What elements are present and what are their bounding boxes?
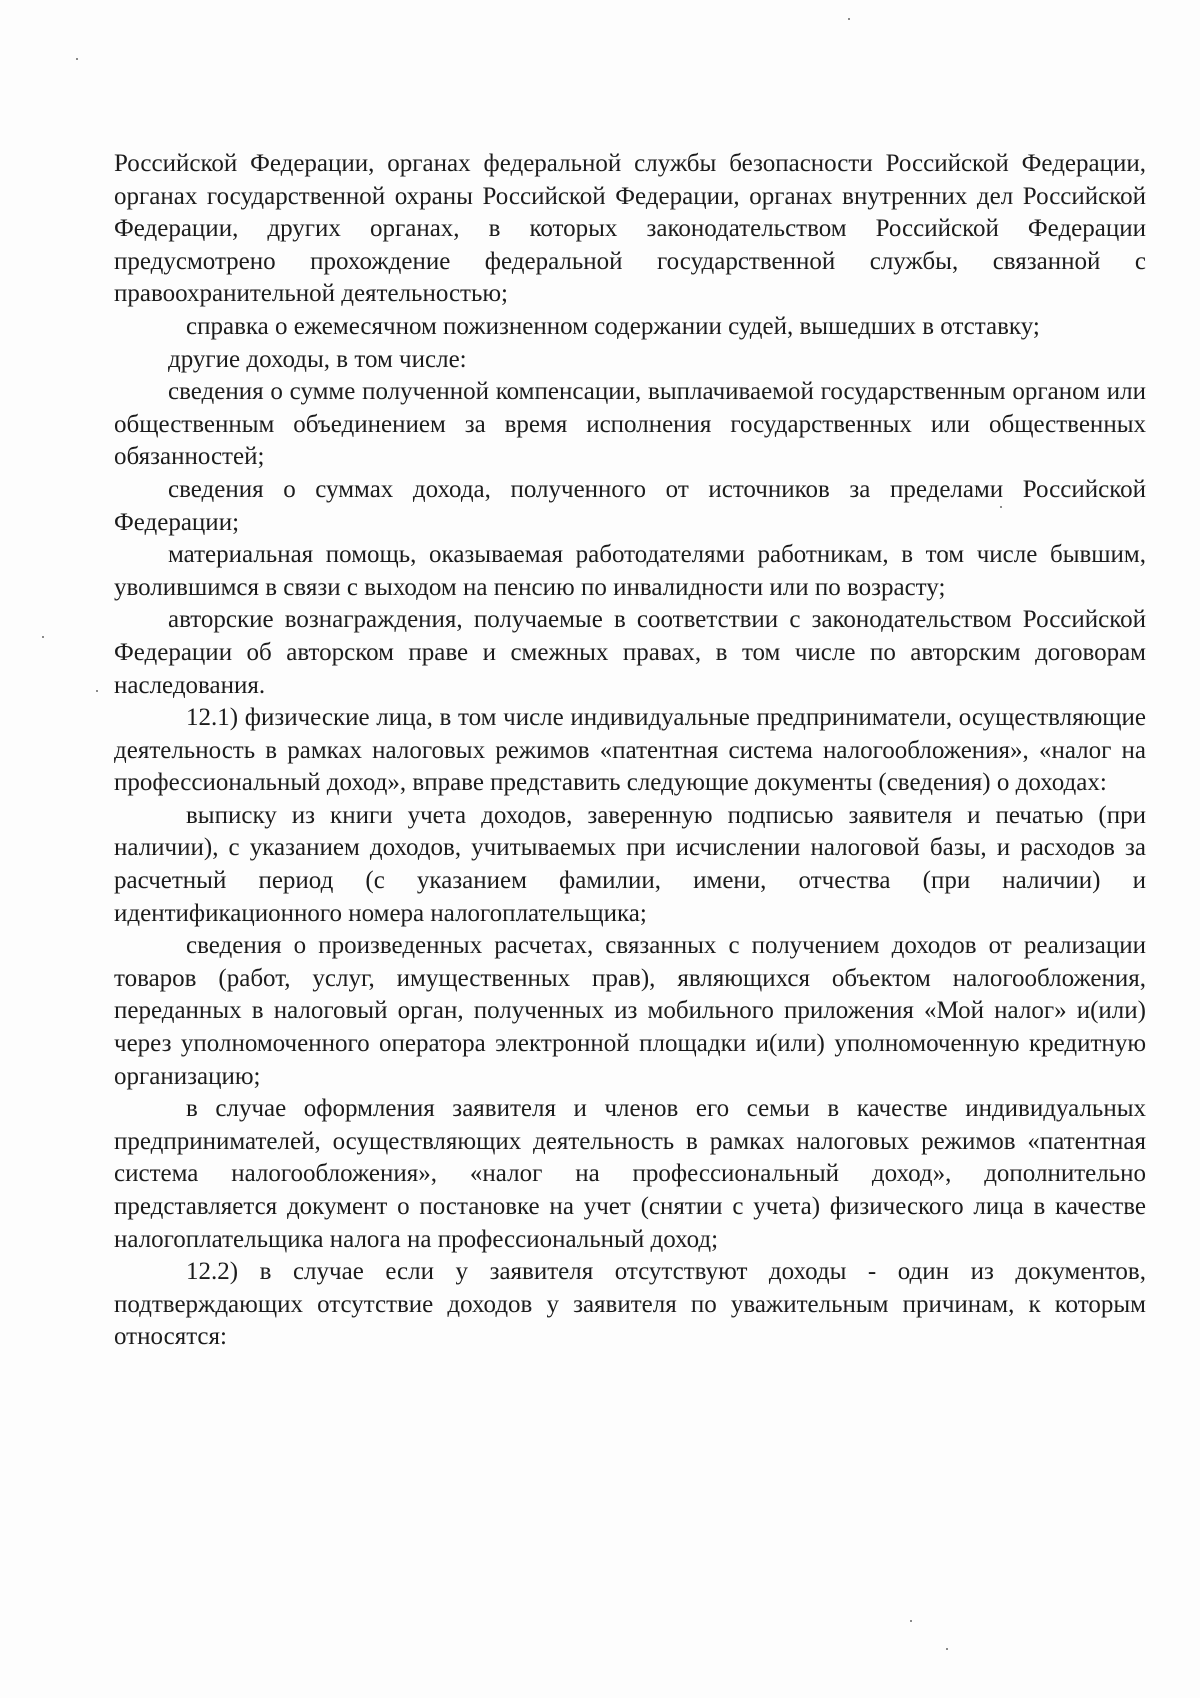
paragraph-entrepreneur-registration: в случае оформления заявителя и членов его семьи в качестве индивидуальных предпринимателей, осуществляющих деятельность в рамках налоговых режимов «патентная система налогообложения», «налог на профессиональный доход», дополнительно представляется документ о постановке на учет (снятии с учета) физического лица в качестве налогоплательщика налога на профессиональный доход; [114,1095,1146,1253]
scan-speck [848,18,850,20]
paragraph-judges-retirement: справка о ежемесячном пожизненном содержании судей, вышедших в отставку; [186,312,1040,340]
document-body [114,148,1146,1354]
paragraph-law-enforcement-bodies: Российской Федерации, органах федеральной службы безопасности Российской Федерации, органах государственной охраны Российской Федерации, органах внутренних дел Российской Федерации, других органах, в которых законодательством Российской Федерации предусмотрено прохождение федеральной государственной службы, связанной с правоохранительной деятельностью; [114,150,1146,308]
paragraph-foreign-income: сведения о суммах дохода, полученного от источников за пределами Российской Федерации; [114,475,1146,536]
paragraph-12-1: 12.1) физические лица, в том числе индивидуальные предприниматели, осуществляющие деятельность в рамках налоговых режимов «патентная система налогообложения», «налог на профессиональный доход», вправе представить следующие документы (сведения) о доходах: [114,704,1146,797]
paragraph-author-fees: авторские вознаграждения, получаемые в соответствии с законодательством Российской Федерации об авторском праве и смежных правах, в том числе по авторским договорам наследования. [114,606,1146,699]
paragraph-income-book: выписку из книги учета доходов, заверенную подписью заявителя и печатью (при наличии), с указанием доходов, учитываемых при исчислении налоговой базы, и расходов за расчетный период (с указанием фамилии, имени, отчества (при наличии) и идентификационного номера налогоплательщика; [114,801,1146,927]
scan-speck [946,1648,948,1650]
paragraph-material-aid: материальная помощь, оказываемая работодателями работникам, в том числе бывшим, уволившимся в связи с выходом на пенсию по инвалидности или по возрасту; [114,541,1146,601]
scan-speck [76,58,78,60]
scan-speck [910,1620,912,1622]
paragraph-12-2: 12.2) в случае если у заявителя отсутствуют доходы - один из документов, подтверждающих отсутствие доходов у заявителя по уважительным причинам, к которым относятся: [114,1258,1146,1351]
paragraph-other-income: другие доходы, в том числе: [168,345,467,373]
paragraph-compensation: сведения о сумме полученной компенсации, выплачиваемой государственным органом или общественным объединением за время исполнения государственных или общественных обязанностей; [114,378,1146,471]
paragraph-settlements: сведения о произведенных расчетах, связанных с получением доходов от реализации товаров (работ, услуг, имущественных прав), являющихся объектом налогообложения, переданных в налоговый орган, полученных из мобильного приложения «Мой налог» и(или) через уполномоченного оператора электронной площадки и(или) уполномоченную кредитную организацию; [114,932,1146,1090]
scan-speck [96,690,98,692]
scan-speck [42,636,44,638]
